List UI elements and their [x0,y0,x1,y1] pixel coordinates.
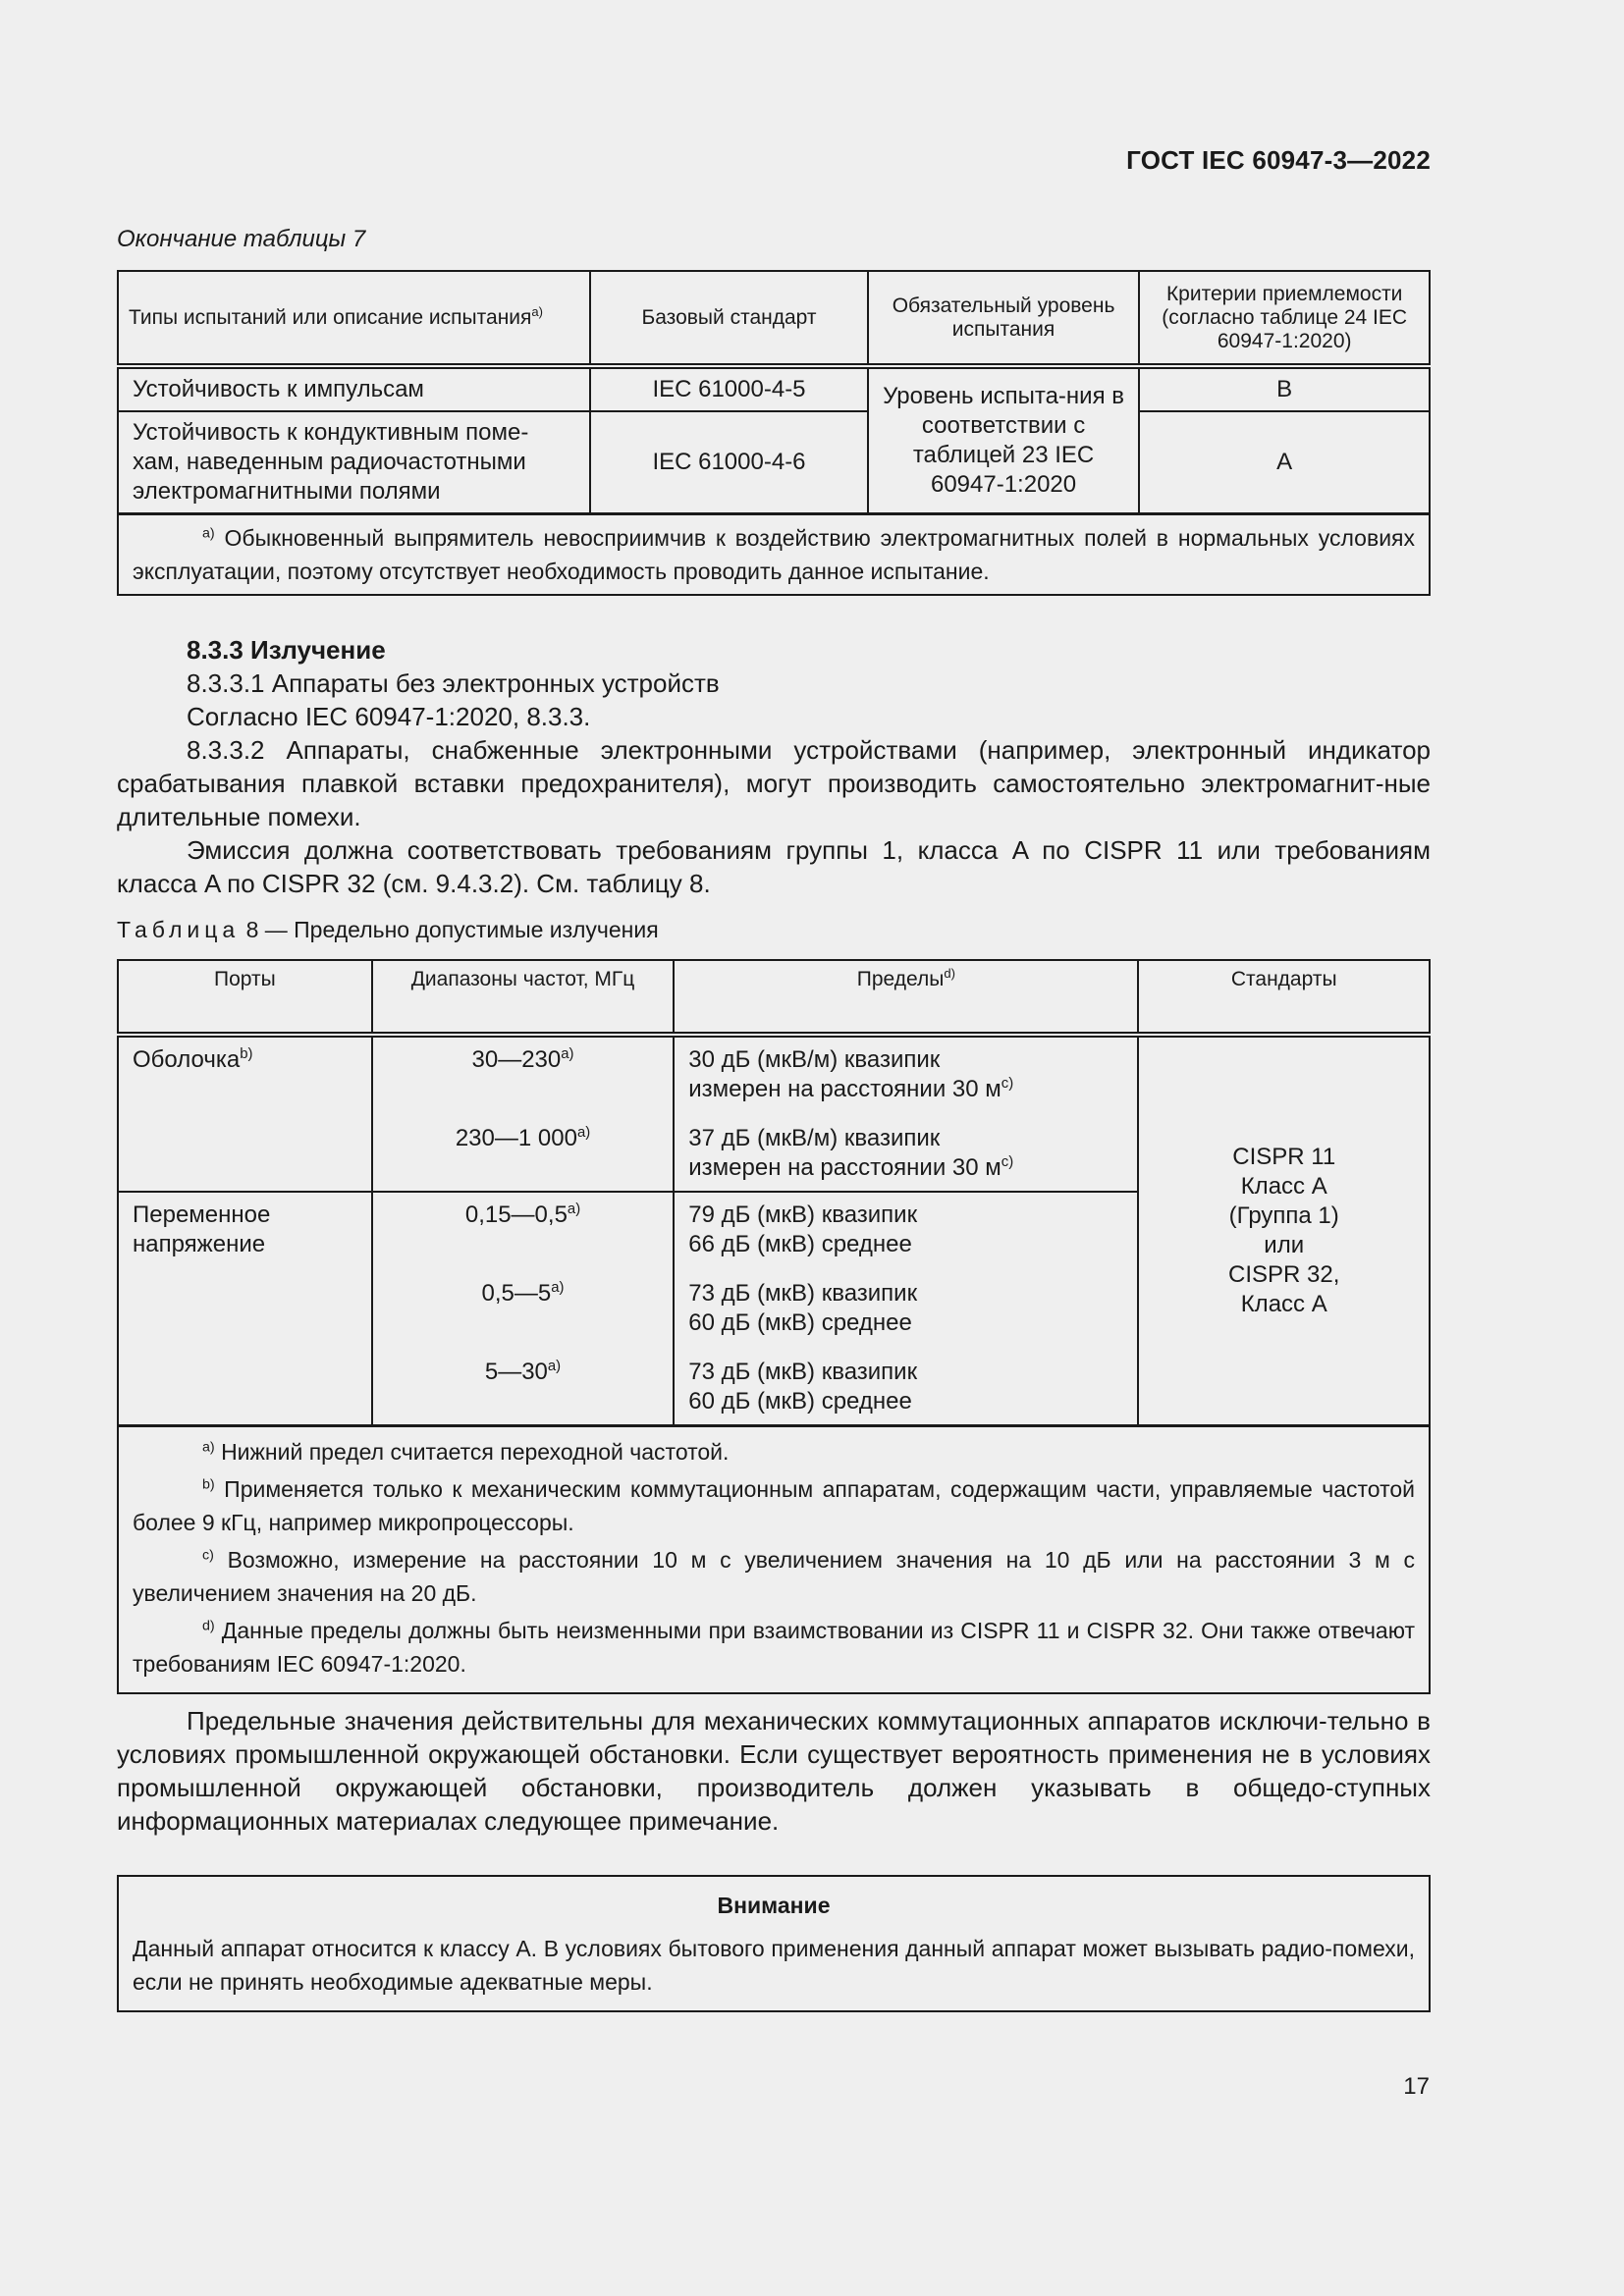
table-row [118,411,1430,514]
table8-limits: 30 дБ (мкВ/м) квазипик измерен на расстоянии 30 $м^{c)}$ 37 дБ (мкВ/м) квазипик измерен на расстоянии 30 $м^{c)}$ [674,1035,1138,1192]
table7-header-criteria: Критерии приемлемости (согласно таблице 24 IEC 60947-1:2020) [1139,271,1430,366]
document-id-header: ГОСТ IEC 60947-3—2022 [1126,145,1431,175]
table8-freq-range: 30—230$^{a)}$ 230—1 000$^{a)}$ [372,1035,675,1192]
table7-cell-standard: IEC 61000-4-5 [590,366,867,411]
table8-header-ports: Порты [118,960,372,1035]
footnote: $^{b)}$ Применяется только к механическим коммутационным аппаратам, содержащим части, управляемые частотой более 9 кГц, например микропроцессоры. [133,1476,1416,1535]
paragraph: 8.3.3.1 Аппараты без электронных устройств [187,668,720,698]
footnote: $^{a)}$ Нижний предел считается переходной частотой. [202,1439,730,1465]
table7-cell-criteria: A [1139,411,1430,514]
table8-freq-range: 0,15—0,5$^{a)}$ 0,5—5$^{a)}$ 5—30$^{a)}$ [372,1192,675,1426]
paragraph: 8.3.3.2 Аппараты, снабженные электронными устройствами (например, электронный индикатор срабатывания плавкой вставки предохранителя), могут производить самостоятельно электромагнит-ные длительные помехи. [117,735,1431,831]
table8-limits: 79 дБ (мкВ) квазипик 66 дБ (мкВ) среднее 73 дБ (мкВ) квазипик 60 дБ (мкВ) среднее 73 дБ (мкВ) квазипик 60 дБ (мкВ) среднее [674,1192,1138,1426]
warning-box [117,1875,1431,2012]
page-number: 17 [1403,2073,1430,2100]
table7-footnote-row [118,514,1430,596]
table-8 [117,959,1431,1694]
section-heading: 8.3.3 Излучение [187,635,386,665]
table8-header-limits: Пределы$^{d)}$ [674,960,1138,1035]
table8-standards-cell: CISPR 11 Класс A (Группа 1) или CISPR 32, Класс A [1138,1035,1430,1426]
section-8-3-3 [117,633,1431,900]
warning-body: Данный аппарат относится к классу A. В условиях бытового применения данный аппарат может вызывать радио-помехи, если не принять необходимые адекватные меры. [133,1936,1415,1995]
table-row [118,366,1430,411]
table8-footnotes [118,1426,1430,1694]
table7-header-standard: Базовый стандарт [590,271,867,366]
table-row [118,1035,1430,1192]
table7-footnote: $^{a)}$ Обыкновенный выпрямитель невосприимчив к воздействию электромагнитных полей в нормальных условиях эксплуатации, поэтому отсутствует необходимость проводить данное испытание. [118,514,1430,596]
table-7 [117,270,1431,596]
table7-header-type: Типы испытаний или описание испытания$^{a)}$ [118,271,590,366]
table8-port-ac: Переменное напряжение [118,1192,372,1426]
paragraph-after-table: Предельные значения действительны для механических коммутационных аппаратов исключи-тельно в условиях промышленной окружающей обстановки. Если существует вероятность применения не в условиях промышленной окружающей обстановки, производитель должен указывать в общедо-ступных информационных материалах следующее примечание. [117,1706,1431,1836]
table7-cell-level: Уровень испыта-ния в соответствии с таблицей 23 IEC 60947-1:2020 [868,366,1140,514]
table8-header-row [118,960,1430,1035]
table7-cell-standard: IEC 61000-4-6 [590,411,867,514]
table8-header-freq: Диапазоны частот, МГц [372,960,675,1035]
paragraph: Эмиссия должна соответствовать требованиям группы 1, класса A по CISPR 11 или требованиям класса A по CISPR 32 (см. 9.4.3.2). См. таблицу 8. [117,835,1431,898]
table8-footnotes-row [118,1426,1430,1694]
table8-port-enclosure: Оболочка$^{b)}$ [118,1035,372,1192]
table8-caption: Таблица 8 — Предельно допустимые излучения [117,917,659,942]
warning-title: Внимание [717,1893,831,1918]
paragraph: Согласно IEC 60947-1:2020, 8.3.3. [187,702,591,731]
table7-header-level: Обязательный уровень испытания [868,271,1140,366]
table7-cell-criteria: B [1139,366,1430,411]
footnote: $^{d)}$ Данные пределы должны быть неизменными при взаимствовании из CISPR 11 и CISPR 32. Они также отвечают требованиям IEC 60947-1:2020. [133,1618,1415,1677]
table7-cell-type: Устойчивость к импульсам [118,366,590,411]
table7-continuation-caption: Окончание таблицы 7 [117,226,366,252]
footnote: $^{c)}$ Возможно, измерение на расстоянии 10 м с увеличением значения на 10 дБ или на расстоянии 3 м с увеличением значения на 20 дБ. [133,1547,1416,1606]
table8-header-standards: Стандарты [1138,960,1430,1035]
table7-header-row [118,271,1430,366]
table7-cell-type: Устойчивость к кондуктивным поме-хам, наведенным радиочастотными электромагнитными полями [118,411,590,514]
